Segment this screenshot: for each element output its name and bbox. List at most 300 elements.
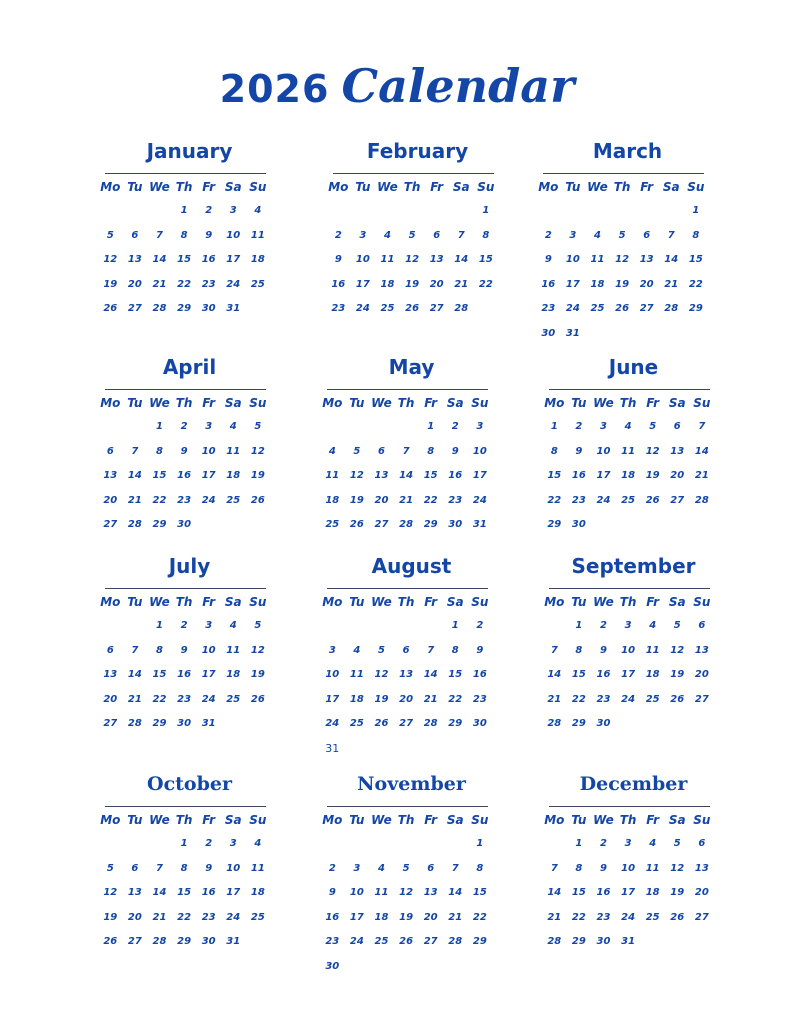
day-cell: 10 [349,887,364,898]
day-cell: 10 [201,445,216,457]
day-cell: 27 [429,303,444,314]
day-cell: 23 [177,693,192,705]
day-cell: 31 [226,303,241,314]
day-cell: 11 [250,229,265,241]
week-row [98,489,277,514]
empty-cell [474,297,499,322]
week-row [98,712,277,737]
week-row [320,737,499,762]
day-cell: 24 [349,936,364,947]
day-cell: 10 [621,862,636,874]
day-cell: 14 [664,254,679,265]
day-cell: 9 [476,644,484,656]
week-row [542,881,721,906]
week-row [320,881,499,906]
day-cell: 12 [250,445,265,457]
day-cell: 24 [201,693,216,705]
empty-cell [665,930,690,955]
day-cell: 19 [615,278,630,290]
day-cell: 17 [201,470,216,481]
day-cell: 4 [624,421,632,432]
day-cell: 27 [103,519,118,530]
week-row [98,248,277,273]
day-cell: 10 [565,254,580,265]
weekday-label: Th [397,396,415,410]
day-cell: 16 [448,470,463,481]
day-cell: 11 [325,470,340,481]
day-cell: 11 [645,862,660,874]
month-name: April [162,355,217,379]
weekday-header [320,812,499,830]
week-row [98,614,277,639]
day-cell: 10 [226,229,241,241]
day-cell: 19 [103,911,118,923]
day-cell: 23 [331,303,346,314]
day-cell: 12 [349,470,364,481]
day-cell: 26 [399,936,414,947]
day-cell: 13 [694,862,709,874]
weekday-label: Mo [544,813,565,827]
day-cell: 1 [550,421,558,432]
weekday-label: Sa [452,180,470,194]
day-cell: 30 [541,327,556,339]
weekday-header [326,179,505,197]
weekday-label: We [149,595,170,609]
day-cell: 8 [575,644,583,656]
week-row [320,663,499,688]
weekday-header [320,594,499,612]
day-grid [546,614,721,737]
day-cell: 25 [226,693,241,705]
week-row [320,688,499,713]
day-cell: 25 [645,911,660,923]
month-march [540,138,715,346]
day-cell: 16 [472,669,487,680]
week-row [320,639,499,664]
weekday-label: Th [175,595,193,609]
day-cell: 23 [177,494,192,506]
day-cell: 21 [152,278,167,290]
day-cell: 14 [423,669,438,680]
weekday-label: Fr [646,595,660,609]
day-cell: 17 [472,470,487,481]
weekday-label: Mo [100,180,121,194]
day-cell: 17 [325,693,340,705]
title-year: 2026 [219,67,330,111]
week-row [320,440,499,465]
day-cell: 10 [596,445,611,457]
empty-cell [610,199,635,224]
day-cell: 5 [254,620,262,631]
day-cell: 28 [694,494,709,506]
day-cell: 17 [201,669,216,680]
day-cell: 22 [152,494,167,506]
day-cell: 26 [349,519,364,530]
day-cell: 29 [448,718,463,729]
day-cell: 3 [229,838,237,849]
day-cell: 12 [250,644,265,656]
day-cell: 25 [349,718,364,729]
day-cell: 23 [201,911,216,923]
day-cell: 20 [127,278,142,290]
day-cell: 28 [127,718,142,729]
week-row [320,614,499,639]
week-row [536,273,715,298]
empty-cell [351,199,376,224]
day-grid [102,199,277,322]
week-row [320,955,499,980]
month-divider [105,588,266,589]
weekday-label: Fr [646,396,660,410]
empty-cell [375,199,400,224]
day-cell: 17 [565,278,580,290]
weekday-label: Th [397,595,415,609]
day-grid [102,832,277,955]
day-cell: 29 [688,303,703,314]
day-cell: 9 [600,644,607,656]
day-cell: 7 [402,445,410,457]
day-cell: 7 [131,445,139,457]
day-cell: 25 [250,278,265,290]
day-cell: 16 [325,911,340,923]
day-cell: 9 [334,254,342,265]
weekday-label: Th [175,396,193,410]
weekday-label: Mo [538,180,559,194]
day-cell: 6 [673,421,681,432]
day-cell: 24 [472,494,487,506]
day-cell: 28 [152,936,167,947]
weekday-label: Th [397,813,415,827]
day-cell: 16 [596,887,611,898]
month-april [102,354,277,538]
week-row [542,930,721,955]
day-cell: 13 [639,254,654,265]
month-divider [549,389,710,390]
day-cell: 20 [374,494,389,506]
day-cell: 6 [643,229,651,241]
day-cell: 28 [423,718,438,729]
weekday-header [542,395,721,413]
day-cell: 5 [106,862,114,874]
weekday-label: Tu [349,595,365,609]
day-cell: 18 [349,693,364,705]
day-cell: 28 [152,303,167,314]
day-cell: 19 [670,887,685,898]
month-name: January [146,139,233,163]
month-december [546,771,721,955]
day-cell: 29 [423,519,438,530]
weekday-label: We [593,595,614,609]
day-cell: 30 [201,936,216,947]
empty-cell [98,832,123,857]
day-cell: 29 [571,936,586,947]
day-cell: 20 [639,278,654,290]
day-cell: 28 [454,303,469,314]
empty-cell [394,955,419,980]
day-cell: 14 [152,254,167,265]
day-cell: 16 [201,254,216,265]
day-cell: 5 [408,229,416,241]
day-cell: 22 [177,911,192,923]
day-cell: 19 [374,693,389,705]
weekday-label: Su [693,595,711,609]
weekday-label: Mo [328,180,349,194]
day-cell: 21 [664,278,679,290]
weekday-label: Su [477,180,495,194]
empty-cell [345,614,370,639]
day-cell: 15 [152,470,167,481]
day-cell: 30 [177,718,192,729]
weekday-label: Mo [322,595,343,609]
day-grid [540,199,715,346]
day-cell: 8 [692,229,700,241]
week-row [320,930,499,955]
day-cell: 28 [127,519,142,530]
day-cell: 22 [688,278,703,290]
day-cell: 12 [103,887,118,898]
weekday-label: Sa [446,396,464,410]
day-cell: 6 [106,445,114,457]
month-divider [327,389,488,390]
weekday-label: Su [471,396,489,410]
day-cell: 22 [472,911,487,923]
weekday-label: Sa [668,595,686,609]
day-cell: 18 [645,887,660,898]
week-row [536,297,715,322]
weekday-label: We [593,813,614,827]
day-cell: 30 [571,519,586,530]
empty-cell [665,712,690,737]
day-cell: 19 [250,669,265,680]
day-cell: 10 [472,445,487,457]
empty-cell [246,712,271,737]
week-row [98,663,277,688]
empty-cell [443,737,468,762]
weekday-label: We [149,396,170,410]
day-cell: 1 [180,205,188,216]
day-cell: 8 [451,644,459,656]
day-cell: 8 [156,445,163,457]
day-cell: 4 [649,838,657,849]
week-row [326,248,505,273]
day-cell: 10 [201,644,216,656]
day-cell: 16 [177,669,192,680]
day-cell: 11 [226,644,241,656]
day-cell: 9 [575,445,583,457]
day-cell: 31 [565,327,580,339]
weekday-label: We [587,180,608,194]
month-divider [333,173,494,174]
day-cell: 18 [380,278,395,290]
week-row [542,663,721,688]
day-cell: 3 [569,229,577,241]
month-name: August [371,554,452,578]
day-cell: 19 [399,911,414,923]
day-cell: 18 [590,278,605,290]
day-cell: 18 [374,911,389,923]
day-cell: 2 [600,838,607,849]
weekday-label: Su [249,180,267,194]
day-cell: 18 [226,470,241,481]
day-cell: 5 [649,421,657,432]
week-row [326,199,505,224]
day-cell: 18 [645,669,660,680]
day-cell: 1 [692,205,700,216]
weekday-header [542,812,721,830]
month-divider [105,173,266,174]
day-cell: 14 [547,669,562,680]
weekday-label: We [371,396,392,410]
day-cell: 3 [359,229,367,241]
day-cell: 30 [177,519,192,530]
day-cell: 22 [177,278,192,290]
empty-cell [449,199,474,224]
week-row [98,224,277,249]
day-cell: 25 [325,519,340,530]
empty-cell [640,513,665,538]
day-cell: 1 [575,838,583,849]
day-cell: 14 [127,470,142,481]
day-cell: 21 [423,693,438,705]
weekday-label: Fr [202,180,216,194]
day-cell: 21 [547,911,562,923]
day-cell: 6 [131,862,139,874]
empty-cell [616,513,641,538]
empty-cell [634,199,659,224]
day-grid [102,614,277,737]
day-grid [324,614,499,761]
week-row [98,857,277,882]
empty-cell [345,955,370,980]
empty-cell [561,199,586,224]
day-cell: 15 [547,470,562,481]
week-row [542,513,721,538]
empty-cell [443,955,468,980]
day-cell: 4 [378,862,385,874]
day-cell: 17 [226,887,241,898]
day-cell: 21 [127,494,142,506]
day-cell: 30 [596,718,611,729]
day-cell: 24 [621,911,636,923]
weekday-label: Tu [349,396,365,410]
day-cell: 30 [201,303,216,314]
week-row [98,906,277,931]
day-cell: 8 [476,862,484,874]
day-cell: 24 [355,303,370,314]
day-cell: 6 [433,229,441,241]
day-cell: 12 [670,644,685,656]
weekday-label: Fr [646,813,660,827]
day-cell: 13 [429,254,444,265]
weekday-label: Su [471,595,489,609]
day-cell: 11 [226,445,241,457]
day-cell: 20 [694,669,709,680]
empty-cell [369,415,394,440]
week-row [320,712,499,737]
day-cell: 4 [594,229,601,241]
day-cell: 2 [334,229,342,241]
empty-cell [634,322,659,347]
day-cell: 23 [571,494,586,506]
day-cell: 25 [226,494,241,506]
day-cell: 30 [596,936,611,947]
week-row [542,464,721,489]
week-row [320,464,499,489]
week-row [542,489,721,514]
day-cell: 21 [454,278,469,290]
day-cell: 12 [103,254,118,265]
day-cell: 27 [399,718,414,729]
weekday-label: Sa [224,595,242,609]
empty-cell [369,955,394,980]
empty-cell [246,297,271,322]
day-cell: 29 [177,936,192,947]
empty-cell [123,832,148,857]
weekday-header [98,179,277,197]
day-cell: 28 [664,303,679,314]
week-row [542,688,721,713]
weekday-label: Tu [127,595,143,609]
weekday-header [98,395,277,413]
weekday-label: Th [619,595,637,609]
weekday-label: We [149,813,170,827]
day-cell: 21 [448,911,463,923]
weekday-label: Th [175,180,193,194]
weekday-label: Su [693,813,711,827]
day-cell: 22 [152,693,167,705]
weekday-label: Mo [100,813,121,827]
empty-cell [369,614,394,639]
week-row [536,224,715,249]
month-name: November [357,773,466,795]
month-name: September [571,554,696,578]
empty-cell [659,322,684,347]
weekday-label: Fr [202,396,216,410]
day-cell: 25 [621,494,636,506]
day-cell: 7 [550,644,558,656]
day-cell: 1 [482,205,490,216]
weekday-label: Mo [544,396,565,410]
month-divider [327,588,488,589]
weekday-label: Tu [571,813,587,827]
day-cell: 21 [399,494,414,506]
day-cell: 5 [378,644,385,656]
weekday-label: Sa [668,396,686,410]
day-cell: 26 [374,718,389,729]
week-row [542,857,721,882]
day-cell: 1 [156,421,163,432]
day-cell: 3 [624,838,632,849]
empty-cell [394,832,419,857]
day-cell: 23 [596,911,611,923]
day-cell: 4 [254,838,262,849]
day-cell: 9 [205,229,213,241]
weekday-label: Su [249,396,267,410]
week-row [320,489,499,514]
empty-cell [424,199,449,224]
day-cell: 1 [476,838,484,849]
month-august [324,553,499,761]
weekday-label: Tu [355,180,371,194]
day-cell: 31 [201,718,216,729]
month-name: December [579,773,688,795]
day-cell: 25 [380,303,395,314]
week-row [320,857,499,882]
day-cell: 15 [177,254,192,265]
day-cell: 23 [325,936,340,947]
day-cell: 23 [448,494,463,506]
day-grid [546,832,721,955]
